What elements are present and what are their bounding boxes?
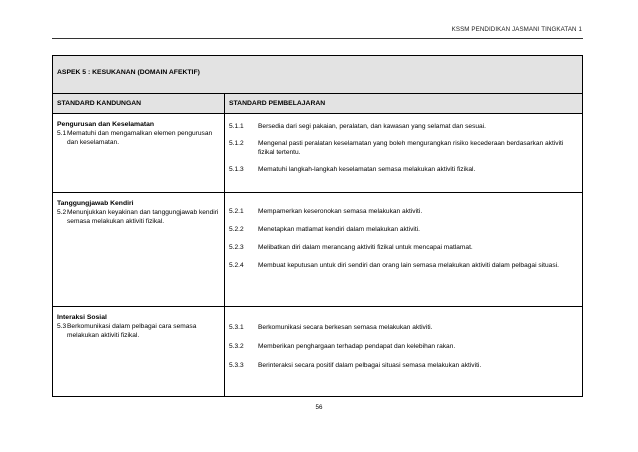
aspect-row xyxy=(53,56,583,94)
learning-standard-item xyxy=(229,207,578,216)
section-row xyxy=(53,193,583,307)
item-text: Mematuhi langkah-langkah keselamatan semasa melakukan aktiviti fizikal. xyxy=(258,166,476,173)
item-number: 5.1.3 xyxy=(229,166,244,173)
learning-standard-item xyxy=(229,122,578,131)
column-header-pembelajaran-label: STANDARD PEMBELAJARAN xyxy=(229,100,326,107)
pembelajaran-cell xyxy=(225,114,583,193)
kandungan-cell xyxy=(53,193,225,307)
item-text: Membuat keputusan untuk diri sendiri dan orang lain semasa melakukan aktiviti dalam pelbagai situasi. xyxy=(258,262,559,269)
learning-standard-item xyxy=(229,139,578,157)
section-title: Interaksi Sosial xyxy=(57,314,107,321)
section-title: Tanggungjawab Kendiri xyxy=(57,200,134,207)
section-row xyxy=(53,307,583,397)
column-header-row xyxy=(53,94,583,114)
section-title: Pengurusan dan Keselamatan xyxy=(57,121,155,128)
item-number: 5.2.2 xyxy=(229,226,244,233)
column-header-kandungan xyxy=(53,94,225,114)
item-number: 5.1.2 xyxy=(229,140,244,147)
learning-standard-item xyxy=(229,261,578,270)
kandungan-text: Mematuhi dan mengamalkan elemen pengurusan dan keselamatan. xyxy=(67,130,213,146)
pembelajaran-cell xyxy=(225,193,583,307)
item-number: 5.1.1 xyxy=(229,123,244,130)
document-header: KSSM PENDIDIKAN JASMANI TINGKATAN 1 xyxy=(451,26,582,33)
page-number: 56 xyxy=(315,404,323,411)
column-header-pembelajaran xyxy=(225,94,583,114)
kandungan-cell xyxy=(53,307,225,397)
item-number: 5.3.3 xyxy=(229,362,244,369)
kandungan-number: 5.1 xyxy=(57,130,67,137)
item-text: Berinteraksi secara positif dalam pelbagai situasi semasa melakukan aktiviti. xyxy=(258,362,482,369)
pembelajaran-cell xyxy=(225,307,583,397)
item-number: 5.3.2 xyxy=(229,343,244,350)
item-text: Mengenal pasti peralatan keselamatan yang boleh mengurangkan risiko kecederaan berdasarkan aktiviti fizikal tertentu. xyxy=(258,140,564,156)
item-text: Mempamerkan keseronokan semasa melakukan aktiviti. xyxy=(258,208,423,215)
kandungan-text: Berkomunikasi dalam pelbagai cara semasa melakukan aktiviti fizikal. xyxy=(67,323,197,339)
learning-standard-item xyxy=(229,323,578,332)
learning-standard-item xyxy=(229,165,578,174)
header-rule xyxy=(52,38,583,39)
learning-standard-item xyxy=(229,342,578,351)
kandungan-cell xyxy=(53,114,225,193)
learning-standard-item xyxy=(229,243,578,252)
kandungan-number: 5.2 xyxy=(57,209,67,216)
item-text: Melibatkan diri dalam merancang aktiviti fizikal untuk mencapai matlamat. xyxy=(258,244,473,251)
item-number: 5.2.4 xyxy=(229,262,244,269)
learning-standard-item xyxy=(229,225,578,234)
column-header-kandungan-label: STANDARD KANDUNGAN xyxy=(57,100,142,107)
aspect-title: ASPEK 5 : KESUKANAN (DOMAIN AFEKTIF) xyxy=(57,69,200,76)
kandungan-number: 5.3 xyxy=(57,323,67,330)
aspect-cell xyxy=(53,56,583,94)
section-row xyxy=(53,114,583,193)
standards-table xyxy=(52,55,583,397)
item-number: 5.2.3 xyxy=(229,244,244,251)
kandungan-text: Menunjukkan keyakinan dan tanggungjawab kendiri semasa melakukan aktiviti fizikal. xyxy=(67,209,219,225)
item-text: Memberikan penghargaan terhadap pendapat dan kelebihan rakan. xyxy=(258,343,456,350)
learning-standard-item xyxy=(229,361,578,370)
item-text: Bersedia dari segi pakaian, peralatan, dan kawasan yang selamat dan sesuai. xyxy=(258,123,486,130)
item-number: 5.2.1 xyxy=(229,208,244,215)
item-text: Berkomunikasi secara berkesan semasa melakukan aktiviti. xyxy=(258,324,433,331)
item-text: Menetapkan matlamat kendiri dalam melakukan aktiviti. xyxy=(258,226,420,233)
item-number: 5.3.1 xyxy=(229,324,244,331)
